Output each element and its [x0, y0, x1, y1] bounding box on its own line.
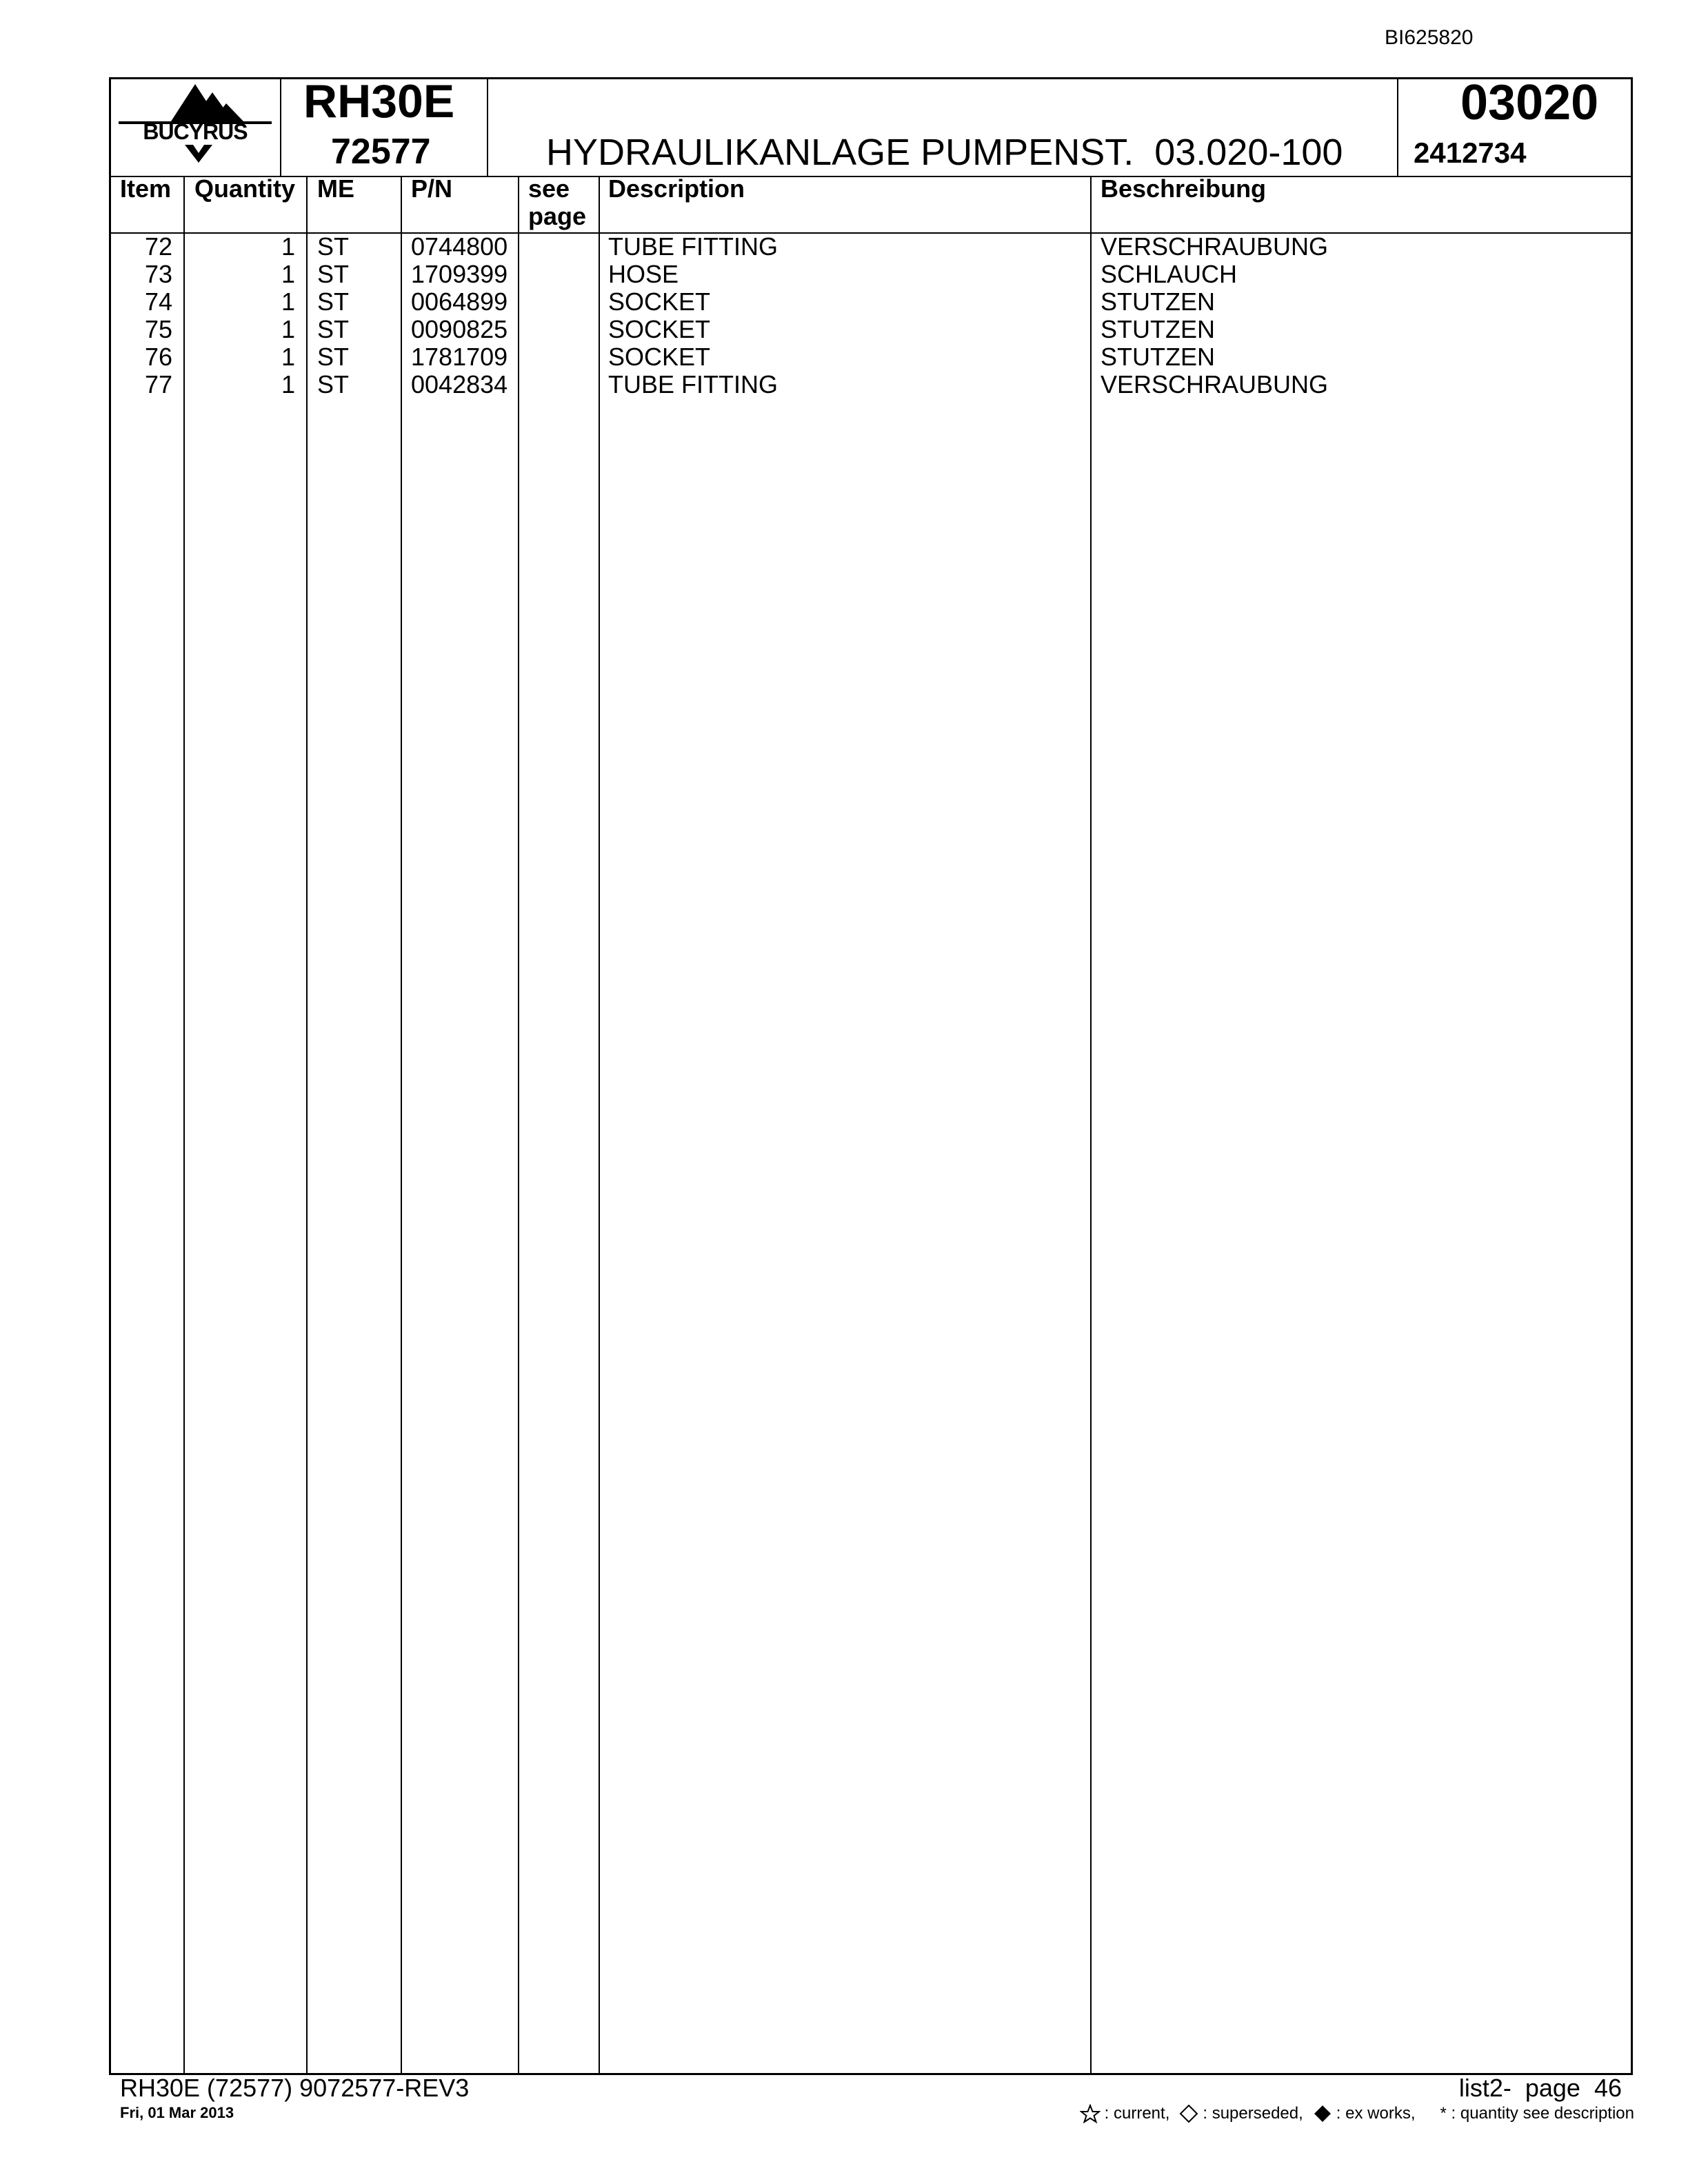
group-reference: 2412734: [1414, 136, 1527, 169]
star-outline-icon: [1080, 2104, 1101, 2123]
bucyrus-logo: [116, 80, 274, 170]
document-id: BI625820: [1385, 26, 1474, 49]
cell-description: SOCKET: [608, 287, 711, 316]
column-header-see-line1: see: [528, 174, 570, 203]
cell-item: 75: [144, 315, 172, 343]
cell-pn: 1781709: [411, 343, 508, 371]
cell-description: HOSE: [608, 260, 679, 288]
cell-quantity: 1: [281, 315, 295, 343]
column-header-see-line2: page: [528, 202, 587, 230]
svg-text:BUCYRUS: BUCYRUS: [143, 119, 248, 144]
cell-me: ST: [317, 343, 350, 371]
cell-quantity: 1: [281, 287, 295, 316]
footer-date: Fri, 01 Mar 2013: [120, 2104, 234, 2121]
cell-beschreibung: SCHLAUCH: [1101, 260, 1238, 288]
footer-page-number: list2- page 46: [1458, 2074, 1622, 2102]
legend-ex-works: : ex works,: [1336, 2104, 1416, 2123]
cell-pn: 0042834: [411, 370, 508, 398]
cell-me: ST: [317, 315, 350, 343]
page-title: HYDRAULIKANLAGE PUMPENST. 03.020-100: [546, 132, 1343, 173]
column-header-quantity: Quantity: [194, 174, 296, 203]
cell-beschreibung: STUTZEN: [1101, 343, 1215, 371]
column-header-me: ME: [317, 174, 354, 203]
column-header-item: Item: [120, 174, 172, 203]
cell-beschreibung: VERSCHRAUBUNG: [1101, 232, 1329, 261]
cell-quantity: 1: [281, 370, 295, 398]
cell-me: ST: [317, 370, 350, 398]
cell-pn: 0744800: [411, 232, 508, 261]
cell-me: ST: [317, 232, 350, 261]
cell-quantity: 1: [281, 232, 295, 261]
legend-quantity: * : quantity see description: [1440, 2104, 1634, 2123]
cell-item: 76: [144, 343, 172, 371]
legend-current: : current,: [1104, 2104, 1170, 2123]
cell-description: TUBE FITTING: [608, 370, 778, 398]
column-header-description: Description: [608, 174, 745, 203]
legend: [1080, 2104, 1634, 2123]
footer-document-ref: RH30E (72577) 9072577-REV3: [120, 2074, 470, 2102]
cell-beschreibung: STUTZEN: [1101, 315, 1215, 343]
column-header-beschreibung: Beschreibung: [1101, 174, 1267, 203]
column-header-pn: P/N: [411, 174, 453, 203]
legend-superseded: : superseded,: [1203, 2104, 1303, 2123]
cell-item: 74: [144, 287, 172, 316]
cell-beschreibung: STUTZEN: [1101, 287, 1215, 316]
cell-quantity: 1: [281, 260, 295, 288]
cell-pn: 1709399: [411, 260, 508, 288]
cell-me: ST: [317, 287, 350, 316]
cell-item: 72: [144, 232, 172, 261]
cell-pn: 0064899: [411, 287, 508, 316]
column-header-see-page: [528, 175, 586, 230]
cell-description: SOCKET: [608, 315, 711, 343]
cell-me: ST: [317, 260, 350, 288]
cell-pn: 0090825: [411, 315, 508, 343]
diamond-filled-icon: [1313, 2104, 1332, 2123]
cell-beschreibung: VERSCHRAUBUNG: [1101, 370, 1329, 398]
cell-quantity: 1: [281, 343, 295, 371]
cell-item: 73: [144, 260, 172, 288]
model-number: 72577: [331, 132, 431, 172]
cell-description: SOCKET: [608, 343, 711, 371]
cell-description: TUBE FITTING: [608, 232, 778, 261]
cell-item: 77: [144, 370, 172, 398]
model-name: RH30E: [303, 75, 455, 128]
diamond-outline-icon: [1179, 2104, 1198, 2123]
group-code: 03020: [1460, 75, 1599, 130]
